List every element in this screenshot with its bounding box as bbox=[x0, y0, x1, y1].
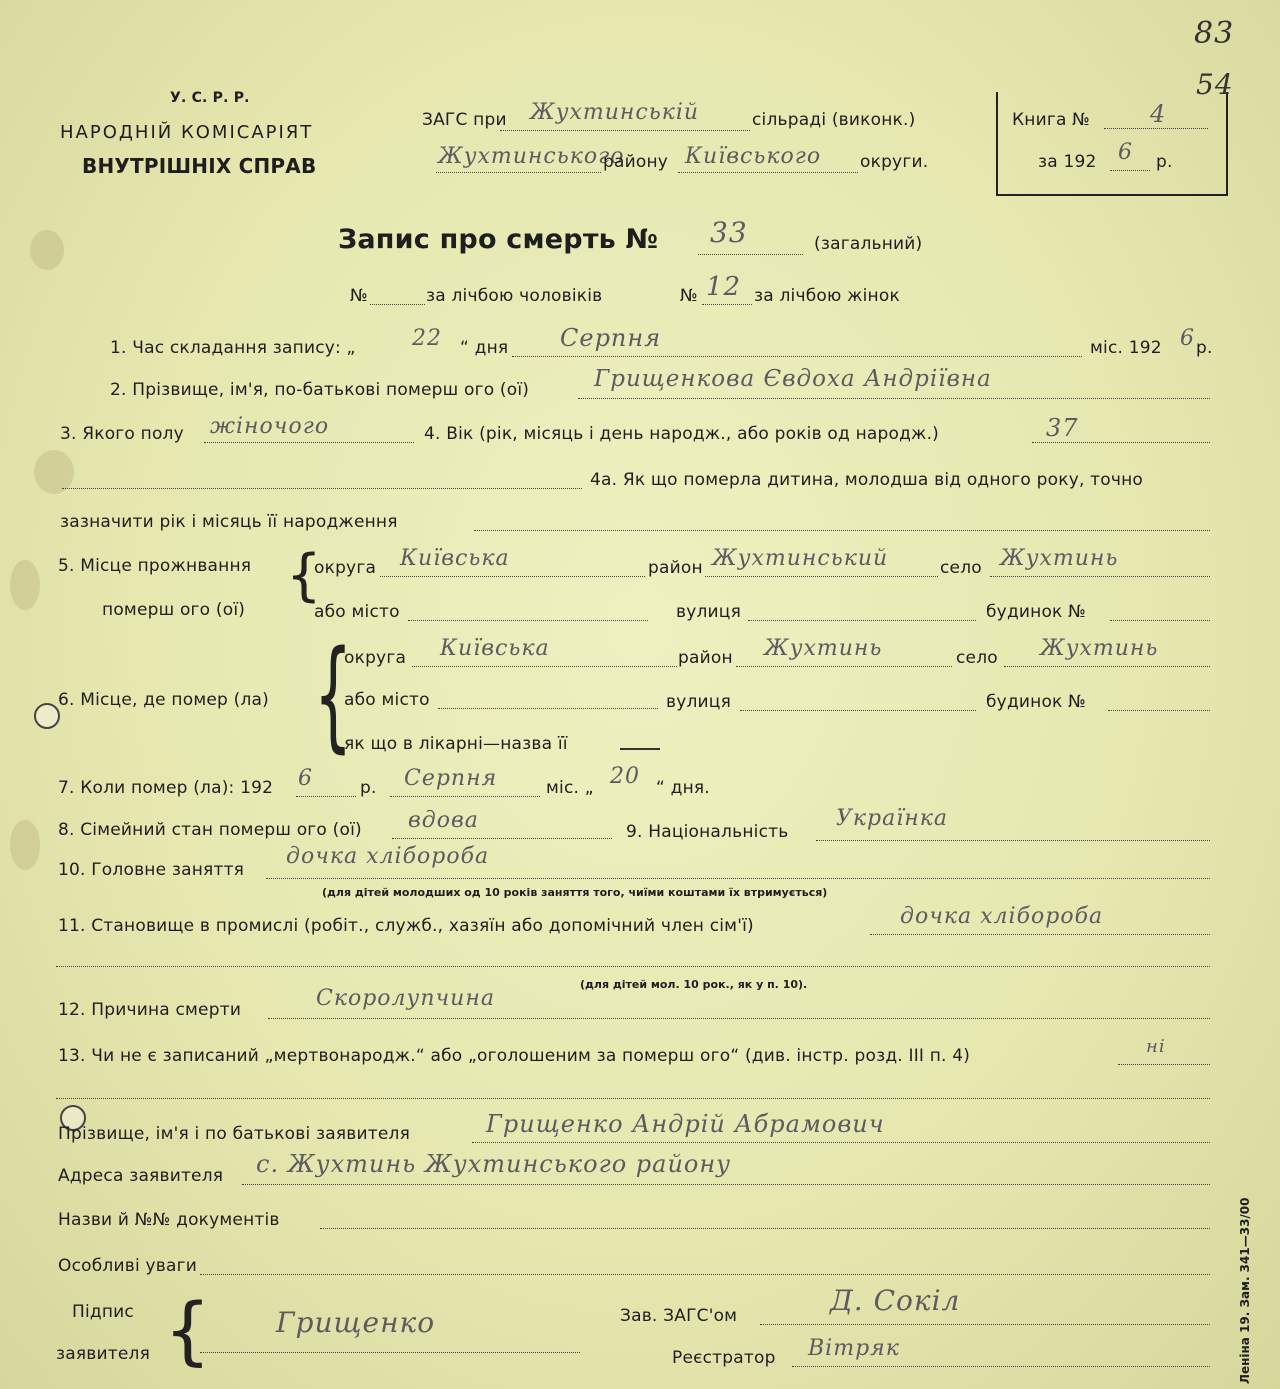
book-label: Книга № bbox=[1012, 110, 1091, 130]
f15-line bbox=[242, 1184, 1210, 1185]
record-number-line bbox=[698, 254, 803, 255]
f4a-line-top bbox=[62, 488, 582, 489]
f5-okrug-line bbox=[380, 576, 645, 577]
f4a-line-bottom bbox=[474, 530, 1210, 531]
f2-line bbox=[578, 398, 1210, 399]
f15-value: с. Жухтинь Жухтинського району bbox=[256, 1150, 732, 1178]
f7-r-label: р. bbox=[360, 778, 377, 798]
f11-value: дочка хлібороба bbox=[900, 904, 1104, 929]
f12-line bbox=[268, 1018, 1210, 1019]
f13-line bbox=[1118, 1064, 1210, 1065]
year-suffix: р. bbox=[1156, 152, 1173, 172]
f14-line bbox=[472, 1142, 1210, 1143]
f6-misto-label: або місто bbox=[344, 690, 430, 710]
f6-raion-line bbox=[736, 666, 952, 667]
f8-label: 8. Сімейний стан померш ого (ої) bbox=[58, 820, 362, 840]
f7-day-value: 20 bbox=[610, 764, 640, 789]
women-count-value: 12 bbox=[706, 272, 742, 302]
f5-house-line bbox=[1110, 620, 1210, 621]
f16-line bbox=[320, 1228, 1210, 1229]
f5-street-label: вулиця bbox=[676, 602, 741, 622]
f14-label: Прізвище, ім'я і по батькові заявителя bbox=[58, 1124, 411, 1144]
f5-misto-line bbox=[408, 620, 648, 621]
men-count-line bbox=[370, 304, 425, 305]
f4-value: 37 bbox=[1046, 414, 1079, 442]
sign-label: Підпис bbox=[72, 1302, 134, 1322]
zags-village-line bbox=[500, 130, 750, 131]
f11-line-2 bbox=[56, 966, 1210, 967]
f6-okrug-value: Київська bbox=[440, 636, 550, 661]
women-prefix: № bbox=[680, 286, 698, 306]
zags-prefix: ЗАГС при bbox=[422, 110, 507, 130]
commissariat-title: НАРОДНІЙ КОМІСАРІЯТ bbox=[60, 122, 314, 143]
f5-selo-value: Жухтинь bbox=[1000, 546, 1119, 571]
zags-village-value: Жухтинській bbox=[530, 100, 700, 125]
head-label: Зав. ЗАГС'ом bbox=[620, 1306, 738, 1326]
registrar-value: Вітряк bbox=[808, 1336, 900, 1361]
f8-line bbox=[392, 838, 612, 839]
f7-label: 7. Коли помер (ла): 192 bbox=[58, 778, 274, 798]
f6-label: 6. Місце, де помер (ла) bbox=[58, 690, 269, 710]
f5-selo-line bbox=[990, 576, 1210, 577]
f4a-line1: 4а. Як що померла дитина, молодша від одного року, точно bbox=[590, 470, 1144, 490]
f12-value: Скоролупчина bbox=[316, 986, 495, 1011]
sign-label-2: заявителя bbox=[56, 1344, 151, 1364]
ministry-title: ВНУТРІШНІХ СПРАВ bbox=[82, 154, 317, 178]
f5-brace: { bbox=[286, 543, 322, 608]
year-line bbox=[1110, 170, 1150, 171]
district-label: району bbox=[603, 152, 669, 172]
general-label: (загальний) bbox=[814, 234, 923, 254]
f4-label: 4. Вік (рік, місяць і день народж., або років од народж.) bbox=[424, 424, 939, 444]
f16-label: Назви й №№ документів bbox=[58, 1210, 280, 1230]
f6-okrug-line bbox=[412, 666, 677, 667]
head-value: Д. Сокіл bbox=[830, 1284, 961, 1317]
f7-day-label: “ дня. bbox=[656, 778, 710, 798]
f6-okrug-label: округа bbox=[344, 648, 407, 668]
record-title: Запис про смерть № bbox=[338, 224, 659, 255]
okrug-label: округи. bbox=[860, 152, 929, 172]
f10-value: дочка хлібороба bbox=[286, 844, 490, 869]
f5-misto-label: або місто bbox=[314, 602, 400, 622]
f5-selo-label: село bbox=[940, 558, 982, 578]
f5-label-2: померш ого (ої) bbox=[102, 600, 246, 620]
f13-label: 13. Чи не є записаний „мертвонародж.“ або „оголошеним за померш ого“ (див. інстр. розд. III п. 4) bbox=[58, 1046, 971, 1066]
year-label: за 192 bbox=[1038, 152, 1097, 172]
f14-value: Грищенко Андрій Абрамович bbox=[486, 1110, 885, 1138]
f1-year-label: міс. 192 bbox=[1090, 338, 1162, 358]
sign-line bbox=[200, 1352, 580, 1353]
f11-note: (для дітей мол. 10 рок., як у п. 10). bbox=[580, 978, 808, 991]
f17-label: Особливі уваги bbox=[58, 1256, 197, 1276]
f10-line bbox=[266, 878, 1210, 879]
f4a-line2: зазначити рік і місяць її народження bbox=[60, 512, 398, 532]
f6-street-label: вулиця bbox=[666, 692, 731, 712]
f1-month-value: Серпня bbox=[560, 324, 662, 352]
registrar-label: Реєстратор bbox=[672, 1348, 776, 1368]
f7-year-line bbox=[296, 796, 356, 797]
book-line bbox=[1104, 128, 1208, 129]
f6-raion-label: район bbox=[678, 648, 733, 668]
zags-suffix: сільраді (виконк.) bbox=[752, 110, 916, 130]
f1-day-value: 22 bbox=[412, 326, 442, 351]
f13-line-2 bbox=[56, 1098, 1210, 1099]
record-number-value: 33 bbox=[710, 216, 748, 249]
f9-line bbox=[816, 840, 1210, 841]
sign-brace: { bbox=[164, 1288, 212, 1374]
f5-house-label: будинок № bbox=[986, 602, 1087, 622]
book-box bbox=[996, 92, 1228, 196]
f6-selo-value: Жухтинь bbox=[1040, 636, 1159, 661]
binding-hole bbox=[34, 703, 60, 729]
okrug-value: Київського bbox=[685, 144, 822, 169]
f2-value: Грищенкова Євдоха Андріївна bbox=[594, 366, 992, 392]
f2-label: 2. Прізвище, ім'я, по-батькові померш ого (ої) bbox=[110, 380, 530, 400]
men-prefix: № bbox=[350, 286, 368, 306]
f12-label: 12. Причина смерти bbox=[58, 1000, 242, 1020]
okrug-line bbox=[678, 172, 858, 173]
f3-value: жіночого bbox=[210, 414, 330, 439]
f9-label: 9. Національність bbox=[626, 822, 789, 842]
f6-selo-line bbox=[1004, 666, 1210, 667]
sign-value: Грищенко bbox=[276, 1306, 436, 1339]
printer-imprint: Леніна 19. Зам. 341—33/00 bbox=[1238, 1197, 1252, 1384]
f7-year-value: 6 bbox=[298, 766, 313, 791]
f6-misto-line bbox=[438, 708, 658, 709]
f1-year-suffix: р. bbox=[1196, 338, 1213, 358]
page-number-second: 54 bbox=[1196, 68, 1234, 101]
ussr-label: У. С. Р. Р. bbox=[170, 90, 250, 106]
f6-house-label: будинок № bbox=[986, 692, 1087, 712]
f6-brace: { bbox=[314, 626, 353, 765]
f13-value: ні bbox=[1146, 1036, 1166, 1057]
f1-day-label: “ дня bbox=[460, 338, 509, 358]
f1-year-value: 6 bbox=[1180, 326, 1195, 351]
book-value: 4 bbox=[1150, 100, 1167, 128]
f7-mis-label: міс. „ bbox=[546, 778, 594, 798]
district-line bbox=[436, 172, 601, 173]
district-value: Жухтинського bbox=[438, 144, 625, 169]
f10-note: (для дітей молодших од 10 років заняття того, чиїми коштами їх втримується) bbox=[322, 886, 828, 899]
f6-selo-label: село bbox=[956, 648, 998, 668]
registrar-line bbox=[792, 1366, 1210, 1367]
f5-raion-line bbox=[705, 576, 938, 577]
f6-street-line bbox=[740, 710, 976, 711]
men-label: за лічбою чоловіків bbox=[426, 286, 603, 306]
page-number-top: 83 bbox=[1194, 16, 1235, 51]
head-line bbox=[760, 1324, 1210, 1325]
f6-hospital-line bbox=[620, 748, 660, 750]
f5-label: 5. Місце прожнвання bbox=[58, 556, 252, 576]
f15-label: Адреса заявителя bbox=[58, 1166, 224, 1186]
f1-month-line bbox=[512, 356, 1082, 357]
f4-line bbox=[1032, 442, 1210, 443]
f6-raion-value: Жухтинь bbox=[764, 636, 883, 661]
f17-line bbox=[200, 1274, 1210, 1275]
f11-line bbox=[870, 934, 1210, 935]
f5-okrug-value: Київська bbox=[400, 546, 510, 571]
women-label: за лічбою жінок bbox=[754, 286, 900, 306]
f5-street-line bbox=[748, 620, 976, 621]
f8-value: вдова bbox=[408, 808, 479, 833]
f7-month-value: Серпня bbox=[404, 766, 498, 791]
f9-value: Українка bbox=[836, 806, 949, 831]
f11-label: 11. Становище в промислі (робіт., служб., хазяїн або допомічний член сім'ї) bbox=[58, 916, 754, 936]
f6-hospital-label: як що в лікарні—назва її bbox=[344, 734, 568, 754]
f7-month-line bbox=[390, 796, 540, 797]
year-value: 6 bbox=[1118, 140, 1133, 165]
f1-label: 1. Час складання запису: „ bbox=[110, 338, 356, 358]
f6-house-line bbox=[1108, 710, 1210, 711]
paper-stain bbox=[30, 230, 64, 270]
f5-okrug-label: округа bbox=[314, 558, 377, 578]
f3-line bbox=[204, 442, 414, 443]
f5-raion-label: район bbox=[648, 558, 703, 578]
paper-stain bbox=[10, 820, 40, 870]
women-count-line bbox=[702, 304, 752, 305]
paper-stain bbox=[10, 560, 40, 610]
f3-label: 3. Якого полу bbox=[60, 424, 184, 444]
f5-raion-value: Жухтинський bbox=[712, 546, 889, 571]
f10-label: 10. Головне заняття bbox=[58, 860, 245, 880]
